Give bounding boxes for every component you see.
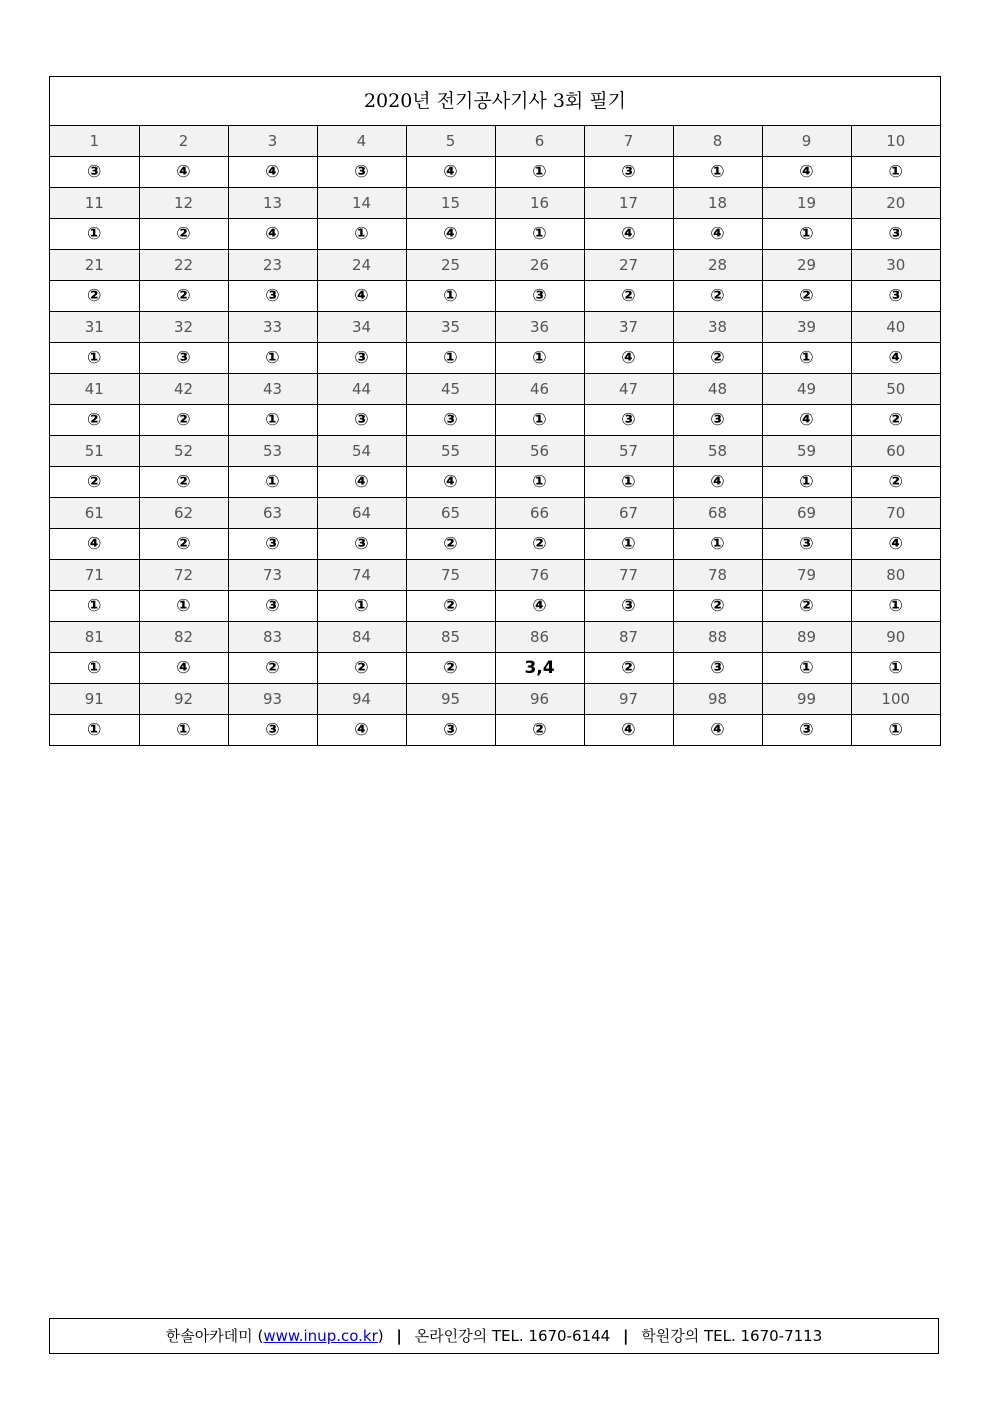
answer-cell: ④ [673,219,762,250]
answer-row [50,405,940,436]
question-number-cell: 89 [762,622,851,653]
question-number-row [50,622,940,653]
answer-cell: ① [139,591,228,622]
answer-cell: ③ [851,281,940,312]
question-number-cell: 23 [228,250,317,281]
question-number-cell: 78 [673,560,762,591]
answer-cell: ① [495,467,584,498]
answer-cell: ③ [317,529,406,560]
answer-cell: ② [673,281,762,312]
question-number-cell: 26 [495,250,584,281]
answer-cell: ④ [406,219,495,250]
question-number-cell: 77 [584,560,673,591]
question-number-cell: 2 [139,126,228,157]
answer-row [50,715,940,746]
answer-cell: ④ [673,467,762,498]
answer-cell: ④ [584,343,673,374]
answer-cell: ③ [584,157,673,188]
answer-row [50,343,940,374]
question-number-cell: 25 [406,250,495,281]
question-number-cell: 53 [228,436,317,467]
answer-cell: ④ [495,591,584,622]
question-number-cell: 1 [50,126,139,157]
question-number-row [50,560,940,591]
answer-cell: ① [851,591,940,622]
question-number-cell: 58 [673,436,762,467]
question-number-cell: 51 [50,436,139,467]
question-number-cell: 30 [851,250,940,281]
question-number-cell: 42 [139,374,228,405]
answer-cell: ① [762,467,851,498]
question-number-cell: 19 [762,188,851,219]
footer-offline-tel: 학원강의 TEL. 1670-7113 [641,1327,823,1345]
answer-cell: ③ [317,405,406,436]
question-number-cell: 85 [406,622,495,653]
question-number-cell: 44 [317,374,406,405]
question-number-row [50,498,940,529]
question-number-cell: 36 [495,312,584,343]
answer-cell: ③ [50,157,139,188]
answer-cell: ③ [317,343,406,374]
question-number-cell: 3 [228,126,317,157]
answer-cell: ① [495,219,584,250]
question-number-cell: 49 [762,374,851,405]
question-number-cell: 100 [851,684,940,715]
answer-cell: ② [851,405,940,436]
question-number-cell: 69 [762,498,851,529]
page-title: 2020년 전기공사기사 3회 필기 [50,77,940,126]
answer-cell: ④ [228,219,317,250]
answer-cell: ① [50,591,139,622]
answer-cell: ① [228,405,317,436]
question-number-cell: 45 [406,374,495,405]
answer-cell: ① [406,343,495,374]
question-number-cell: 60 [851,436,940,467]
answer-cell: ① [762,343,851,374]
question-number-cell: 97 [584,684,673,715]
question-number-cell: 96 [495,684,584,715]
question-number-cell: 73 [228,560,317,591]
answer-cell: ④ [762,405,851,436]
question-number-cell: 39 [762,312,851,343]
question-number-cell: 50 [851,374,940,405]
question-number-cell: 5 [406,126,495,157]
question-number-cell: 72 [139,560,228,591]
question-number-cell: 94 [317,684,406,715]
question-number-cell: 17 [584,188,673,219]
question-number-cell: 61 [50,498,139,529]
answer-cell: ① [50,715,139,746]
answer-cell: ④ [851,529,940,560]
answer-cell: ④ [762,157,851,188]
question-number-cell: 80 [851,560,940,591]
question-number-cell: 12 [139,188,228,219]
answer-cell: ② [50,405,139,436]
answer-cell: ③ [317,157,406,188]
footer-online-tel: 온라인강의 TEL. 1670-6144 [414,1327,611,1345]
footer-academy: 한솔아카데미 [165,1327,253,1345]
answer-cell: ④ [317,467,406,498]
question-number-cell: 46 [495,374,584,405]
answer-cell: ① [495,405,584,436]
question-number-cell: 13 [228,188,317,219]
question-number-cell: 82 [139,622,228,653]
question-number-cell: 87 [584,622,673,653]
question-number-row [50,374,940,405]
question-number-row [50,250,940,281]
question-number-cell: 63 [228,498,317,529]
footer-open-paren: ( [257,1327,264,1345]
question-number-cell: 59 [762,436,851,467]
question-number-cell: 35 [406,312,495,343]
answer-cell: ① [762,653,851,684]
footer-separator: | [622,1327,629,1345]
question-number-cell: 83 [228,622,317,653]
answer-row [50,219,940,250]
answer-cell: ③ [851,219,940,250]
question-number-cell: 54 [317,436,406,467]
answer-cell: ④ [673,715,762,746]
answer-row [50,591,940,622]
answer-cell: ② [139,219,228,250]
question-number-cell: 11 [50,188,139,219]
answer-row [50,529,940,560]
question-number-cell: 90 [851,622,940,653]
answer-cell: ④ [584,715,673,746]
question-number-cell: 33 [228,312,317,343]
question-number-cell: 76 [495,560,584,591]
answer-cell: ③ [762,715,851,746]
answer-cell: ② [495,529,584,560]
question-number-cell: 38 [673,312,762,343]
answer-cell: ① [50,343,139,374]
question-number-cell: 71 [50,560,139,591]
question-number-cell: 43 [228,374,317,405]
question-number-cell: 70 [851,498,940,529]
question-number-cell: 74 [317,560,406,591]
answer-cell: ② [139,467,228,498]
answer-cell: ① [851,653,940,684]
answer-cell: ② [584,653,673,684]
answer-cell: ② [673,591,762,622]
answer-cell: ③ [584,591,673,622]
answer-cell: ② [139,281,228,312]
answer-cell: ④ [851,343,940,374]
answer-cell: ① [584,529,673,560]
answer-cell: ④ [406,157,495,188]
answer-cell: ① [50,653,139,684]
question-number-cell: 57 [584,436,673,467]
answer-cell: ② [673,343,762,374]
question-number-row [50,684,940,715]
question-number-row [50,188,940,219]
answer-table [50,126,940,745]
question-number-cell: 41 [50,374,139,405]
footer-website-link[interactable]: www.inup.co.kr [263,1327,378,1345]
answer-cell: ① [495,343,584,374]
question-number-row [50,126,940,157]
answer-cell: ④ [406,467,495,498]
question-number-cell: 27 [584,250,673,281]
answer-cell: ③ [228,591,317,622]
answer-cell: ② [851,467,940,498]
answer-cell: ③ [762,529,851,560]
answer-cell: ② [406,529,495,560]
answer-cell: ④ [50,529,139,560]
answer-cell: ④ [228,157,317,188]
question-number-cell: 88 [673,622,762,653]
question-number-cell: 22 [139,250,228,281]
answer-cell: ③ [495,281,584,312]
question-number-cell: 32 [139,312,228,343]
answer-cell: ③ [139,343,228,374]
answer-cell: ① [139,715,228,746]
answer-row [50,467,940,498]
question-number-cell: 9 [762,126,851,157]
question-number-cell: 79 [762,560,851,591]
question-number-cell: 98 [673,684,762,715]
question-number-cell: 37 [584,312,673,343]
question-number-cell: 68 [673,498,762,529]
question-number-cell: 62 [139,498,228,529]
question-number-cell: 84 [317,622,406,653]
answer-cell: ② [495,715,584,746]
answer-cell: ① [228,343,317,374]
answer-cell: ② [406,653,495,684]
question-number-cell: 65 [406,498,495,529]
answer-row [50,157,940,188]
answer-cell: ② [50,467,139,498]
answer-cell: ④ [139,653,228,684]
answer-cell: ② [584,281,673,312]
question-number-cell: 47 [584,374,673,405]
answer-cell: ③ [228,529,317,560]
question-number-cell: 91 [50,684,139,715]
answer-cell: ③ [406,405,495,436]
answer-cell: ① [584,467,673,498]
question-number-cell: 48 [673,374,762,405]
answer-cell: ① [673,529,762,560]
question-number-cell: 20 [851,188,940,219]
answer-cell: ① [228,467,317,498]
question-number-cell: 21 [50,250,139,281]
answer-cell: ④ [139,157,228,188]
footer-separator: | [396,1327,402,1345]
answer-cell: ③ [673,653,762,684]
answer-cell: ② [762,591,851,622]
answer-sheet [49,76,941,746]
question-number-cell: 18 [673,188,762,219]
question-number-cell: 24 [317,250,406,281]
answer-cell: ② [228,653,317,684]
answer-cell: ② [406,591,495,622]
answer-cell: ② [762,281,851,312]
answer-cell: ④ [584,219,673,250]
answer-cell: ③ [228,715,317,746]
question-number-cell: 8 [673,126,762,157]
answer-cell: ① [317,219,406,250]
question-number-cell: 16 [495,188,584,219]
answer-cell: ④ [317,281,406,312]
question-number-cell: 14 [317,188,406,219]
answer-cell: ① [50,219,139,250]
question-number-cell: 67 [584,498,673,529]
answer-cell: ① [851,157,940,188]
question-number-cell: 40 [851,312,940,343]
question-number-cell: 34 [317,312,406,343]
question-number-cell: 64 [317,498,406,529]
answer-cell: ① [406,281,495,312]
answer-cell: ④ [317,715,406,746]
question-number-cell: 99 [762,684,851,715]
answer-cell: ① [317,591,406,622]
question-number-cell: 15 [406,188,495,219]
answer-cell: ② [139,405,228,436]
question-number-cell: 6 [495,126,584,157]
answer-cell: ③ [406,715,495,746]
answer-row [50,281,940,312]
question-number-cell: 7 [584,126,673,157]
question-number-cell: 10 [851,126,940,157]
question-number-cell: 66 [495,498,584,529]
answer-row [50,653,940,684]
question-number-cell: 29 [762,250,851,281]
question-number-cell: 56 [495,436,584,467]
question-number-row [50,436,940,467]
footer-close-paren: ) [377,1327,384,1345]
question-number-cell: 31 [50,312,139,343]
question-number-cell: 81 [50,622,139,653]
question-number-cell: 93 [228,684,317,715]
answer-cell: ② [317,653,406,684]
question-number-cell: 92 [139,684,228,715]
answer-cell: ③ [228,281,317,312]
answer-cell: ③ [584,405,673,436]
question-number-cell: 95 [406,684,495,715]
question-number-cell: 28 [673,250,762,281]
answer-cell: ① [495,157,584,188]
question-number-row [50,312,940,343]
answer-cell: ① [673,157,762,188]
question-number-cell: 52 [139,436,228,467]
question-number-cell: 86 [495,622,584,653]
answer-cell: ② [139,529,228,560]
question-number-cell: 4 [317,126,406,157]
answer-cell: ② [50,281,139,312]
answer-cell: ③ [673,405,762,436]
question-number-cell: 55 [406,436,495,467]
question-number-cell: 75 [406,560,495,591]
answer-cell: ① [851,715,940,746]
answer-cell: 3,4 [495,653,584,684]
answer-cell: ① [762,219,851,250]
footer [49,1318,939,1354]
